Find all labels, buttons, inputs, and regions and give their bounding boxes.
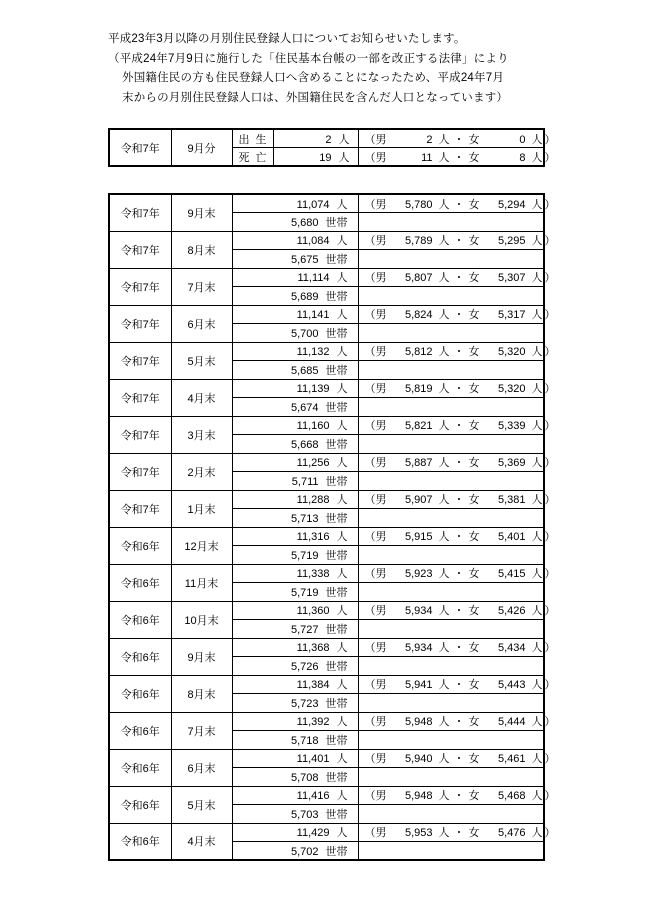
household-total-cell: 5,703 世帯 — [232, 805, 358, 824]
population-month-cell: 8月末 — [171, 231, 232, 268]
population-year-cell: 令和7年 — [109, 194, 171, 231]
population-year-cell: 令和6年 — [109, 749, 171, 786]
population-gender-breakdown-cell: （男 5,934 人 ・ 女 5,426 人 ） — [358, 601, 544, 620]
population-gender-breakdown-cell: （男 5,819 人 ・ 女 5,320 人 ） — [358, 379, 544, 398]
population-month-cell: 9月末 — [171, 194, 232, 231]
population-total-cell: 11,141 人 — [232, 305, 358, 324]
household-total-cell: 5,719 世帯 — [232, 583, 358, 602]
population-year-cell: 令和6年 — [109, 564, 171, 601]
household-empty-cell — [358, 620, 544, 639]
vital-gender-breakdown-cell: （男 11 人 ・ 女 8 人 ） — [358, 148, 544, 167]
household-total-cell: 5,713 世帯 — [232, 509, 358, 528]
household-total-cell: 5,718 世帯 — [232, 731, 358, 750]
population-total-cell: 11,256 人 — [232, 453, 358, 472]
population-total-cell: 11,132 人 — [232, 342, 358, 361]
population-month-cell: 7月末 — [171, 712, 232, 749]
population-year-cell: 令和7年 — [109, 342, 171, 379]
population-year-cell: 令和7年 — [109, 453, 171, 490]
population-row — [109, 786, 544, 805]
vital-total-cell: 2 人 — [273, 129, 358, 148]
population-month-cell: 2月末 — [171, 453, 232, 490]
population-month-cell: 11月末 — [171, 564, 232, 601]
population-row — [109, 305, 544, 324]
population-month-cell: 1月末 — [171, 490, 232, 527]
population-month-cell: 6月末 — [171, 305, 232, 342]
household-empty-cell — [358, 805, 544, 824]
intro-line-2: （平成24年7月9日に施行した「住民基本台帳の一部を改正する法律」により — [108, 52, 509, 65]
household-total-cell: 5,674 世帯 — [232, 398, 358, 417]
population-gender-breakdown-cell: （男 5,907 人 ・ 女 5,381 人 ） — [358, 490, 544, 509]
household-empty-cell — [358, 731, 544, 750]
population-gender-breakdown-cell: （男 5,923 人 ・ 女 5,415 人 ） — [358, 564, 544, 583]
household-empty-cell — [358, 361, 544, 380]
population-year-cell: 令和6年 — [109, 786, 171, 823]
vital-year-cell: 令和7年 — [109, 129, 171, 166]
population-year-cell: 令和7年 — [109, 268, 171, 305]
population-row — [109, 194, 544, 213]
household-empty-cell — [358, 842, 544, 861]
population-total-cell: 11,084 人 — [232, 231, 358, 250]
population-total-cell: 11,384 人 — [232, 675, 358, 694]
household-total-cell: 5,726 世帯 — [232, 657, 358, 676]
population-month-cell: 4月末 — [171, 379, 232, 416]
vital-row — [109, 129, 544, 148]
household-total-cell: 5,727 世帯 — [232, 620, 358, 639]
intro-paragraph — [108, 30, 568, 108]
household-empty-cell — [358, 694, 544, 713]
population-row — [109, 342, 544, 361]
population-row — [109, 675, 544, 694]
population-total-cell: 11,392 人 — [232, 712, 358, 731]
vital-total-cell: 19 人 — [273, 148, 358, 167]
population-total-cell: 11,368 人 — [232, 638, 358, 657]
population-gender-breakdown-cell: （男 5,948 人 ・ 女 5,468 人 ） — [358, 786, 544, 805]
population-total-cell: 11,338 人 — [232, 564, 358, 583]
vital-gender-breakdown-cell: （男 2 人 ・ 女 0 人 ） — [358, 129, 544, 148]
population-year-cell: 令和7年 — [109, 379, 171, 416]
population-gender-breakdown-cell: （男 5,887 人 ・ 女 5,369 人 ） — [358, 453, 544, 472]
household-empty-cell — [358, 324, 544, 343]
population-total-cell: 11,139 人 — [232, 379, 358, 398]
population-month-cell: 6月末 — [171, 749, 232, 786]
population-row — [109, 638, 544, 657]
household-total-cell: 5,700 世帯 — [232, 324, 358, 343]
population-gender-breakdown-cell: （男 5,940 人 ・ 女 5,461 人 ） — [358, 749, 544, 768]
population-gender-breakdown-cell: （男 5,953 人 ・ 女 5,476 人 ） — [358, 823, 544, 842]
household-total-cell: 5,702 世帯 — [232, 842, 358, 861]
population-year-cell: 令和6年 — [109, 638, 171, 675]
population-month-cell: 3月末 — [171, 416, 232, 453]
population-year-cell: 令和6年 — [109, 712, 171, 749]
population-row — [109, 453, 544, 472]
population-row — [109, 823, 544, 842]
population-month-cell: 8月末 — [171, 675, 232, 712]
population-month-cell: 4月末 — [171, 823, 232, 860]
population-row — [109, 749, 544, 768]
population-gender-breakdown-cell: （男 5,812 人 ・ 女 5,320 人 ） — [358, 342, 544, 361]
population-row — [109, 231, 544, 250]
household-empty-cell — [358, 583, 544, 602]
household-total-cell: 5,675 世帯 — [232, 250, 358, 269]
population-month-cell: 10月末 — [171, 601, 232, 638]
household-total-cell: 5,689 世帯 — [232, 287, 358, 306]
population-gender-breakdown-cell: （男 5,948 人 ・ 女 5,444 人 ） — [358, 712, 544, 731]
vital-month-cell: 9月分 — [171, 129, 232, 166]
population-gender-breakdown-cell: （男 5,789 人 ・ 女 5,295 人 ） — [358, 231, 544, 250]
vital-label-cell: 死亡 — [232, 148, 273, 167]
population-total-cell: 11,429 人 — [232, 823, 358, 842]
population-month-cell: 5月末 — [171, 786, 232, 823]
household-empty-cell — [358, 768, 544, 787]
monthly-population-table — [108, 193, 556, 861]
population-total-cell: 11,316 人 — [232, 527, 358, 546]
population-total-cell: 11,288 人 — [232, 490, 358, 509]
population-month-cell: 7月末 — [171, 268, 232, 305]
intro-line-3: 外国籍住民の方も住民登録人口へ含めることになったため、平成24年7月 — [122, 72, 505, 84]
household-total-cell: 5,711 世帯 — [232, 472, 358, 491]
population-row — [109, 527, 544, 546]
vital-statistics-table — [108, 128, 556, 167]
population-total-cell: 11,416 人 — [232, 786, 358, 805]
population-year-cell: 令和7年 — [109, 231, 171, 268]
population-gender-breakdown-cell: （男 5,934 人 ・ 女 5,434 人 ） — [358, 638, 544, 657]
population-month-cell: 12月末 — [171, 527, 232, 564]
population-row — [109, 379, 544, 398]
household-empty-cell — [358, 509, 544, 528]
household-empty-cell — [358, 398, 544, 417]
population-total-cell: 11,160 人 — [232, 416, 358, 435]
population-row — [109, 712, 544, 731]
population-row — [109, 564, 544, 583]
intro-line-4: 末からの月別住民登録人口は、外国籍住民を含んだ人口となっています） — [122, 91, 509, 104]
population-month-cell: 9月末 — [171, 638, 232, 675]
population-gender-breakdown-cell: （男 5,824 人 ・ 女 5,317 人 ） — [358, 305, 544, 324]
population-year-cell: 令和6年 — [109, 527, 171, 564]
population-year-cell: 令和7年 — [109, 305, 171, 342]
household-total-cell: 5,685 世帯 — [232, 361, 358, 380]
household-empty-cell — [358, 546, 544, 565]
population-row — [109, 268, 544, 287]
household-empty-cell — [358, 250, 544, 269]
population-month-cell: 5月末 — [171, 342, 232, 379]
population-year-cell: 令和6年 — [109, 823, 171, 860]
household-total-cell: 5,719 世帯 — [232, 546, 358, 565]
household-total-cell: 5,708 世帯 — [232, 768, 358, 787]
population-gender-breakdown-cell: （男 5,780 人 ・ 女 5,294 人 ） — [358, 194, 544, 213]
household-empty-cell — [358, 213, 544, 232]
vital-label-cell: 出生 — [232, 129, 273, 148]
population-gender-breakdown-cell: （男 5,821 人 ・ 女 5,339 人 ） — [358, 416, 544, 435]
population-gender-breakdown-cell: （男 5,915 人 ・ 女 5,401 人 ） — [358, 527, 544, 546]
population-row — [109, 416, 544, 435]
household-total-cell: 5,723 世帯 — [232, 694, 358, 713]
population-row — [109, 490, 544, 509]
household-empty-cell — [358, 435, 544, 454]
household-empty-cell — [358, 472, 544, 491]
population-gender-breakdown-cell: （男 5,807 人 ・ 女 5,307 人 ） — [358, 268, 544, 287]
population-year-cell: 令和6年 — [109, 601, 171, 638]
population-gender-breakdown-cell: （男 5,941 人 ・ 女 5,443 人 ） — [358, 675, 544, 694]
population-total-cell: 11,360 人 — [232, 601, 358, 620]
population-total-cell: 11,074 人 — [232, 194, 358, 213]
household-empty-cell — [358, 657, 544, 676]
population-total-cell: 11,114 人 — [232, 268, 358, 287]
population-total-cell: 11,401 人 — [232, 749, 358, 768]
intro-line-1: 平成23年3月以降の月別住民登録人口についてお知らせいたします。 — [108, 33, 466, 45]
household-total-cell: 5,668 世帯 — [232, 435, 358, 454]
household-total-cell: 5,680 世帯 — [232, 213, 358, 232]
population-year-cell: 令和7年 — [109, 416, 171, 453]
population-year-cell: 令和7年 — [109, 490, 171, 527]
population-year-cell: 令和6年 — [109, 675, 171, 712]
household-empty-cell — [358, 287, 544, 306]
population-row — [109, 601, 544, 620]
